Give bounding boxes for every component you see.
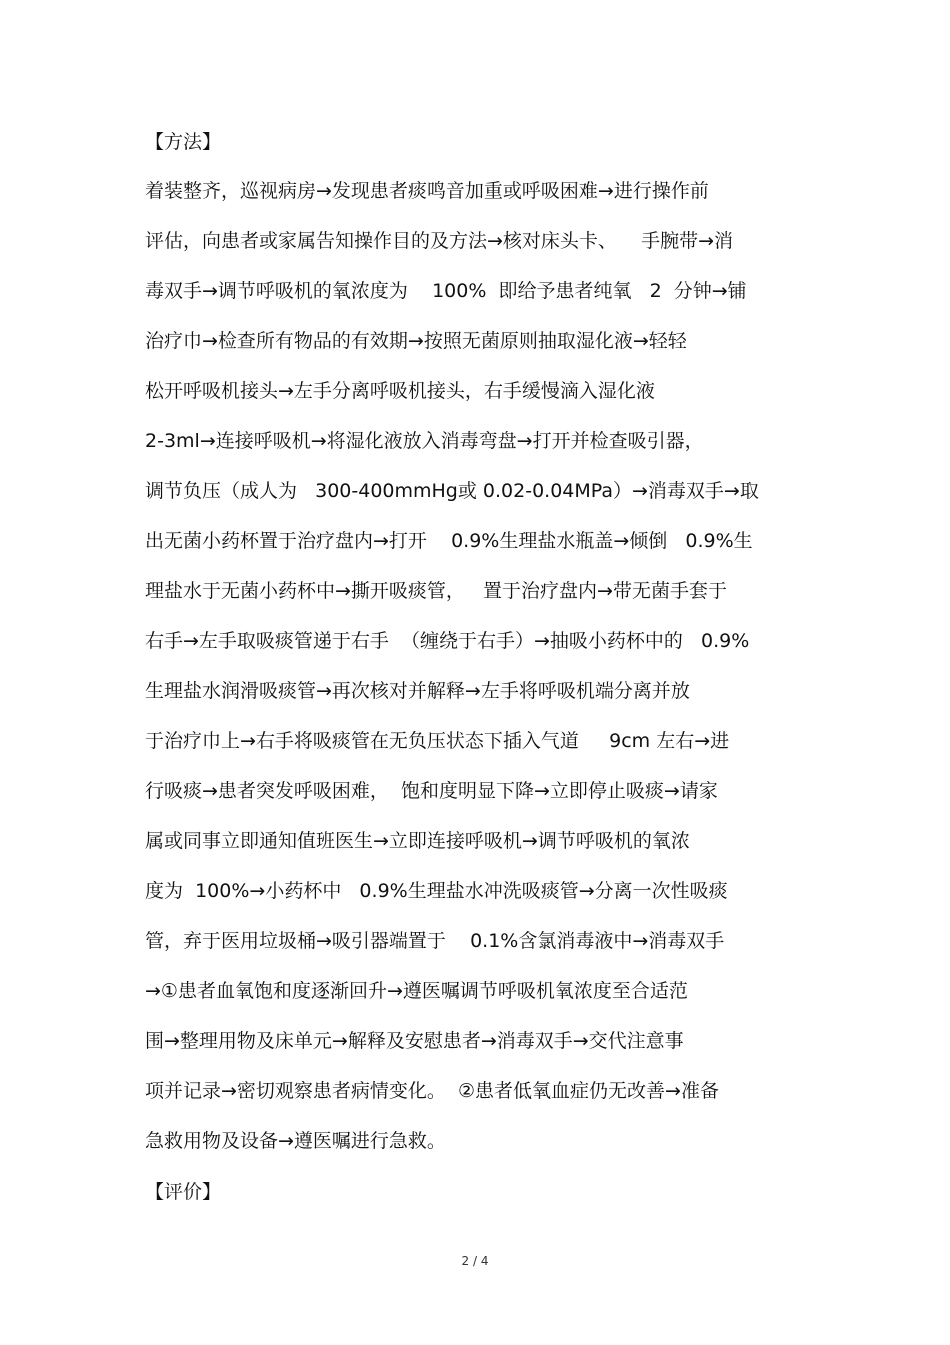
text-line: 度为 100%→小药杯中 0.9%生理盐水冲洗吸痰管→分离一次性吸痰 xyxy=(145,880,728,902)
text-line: 2-3ml→连接呼吸机→将湿化液放入消毒弯盘→打开并检查吸引器， xyxy=(145,430,704,452)
text-line: →①患者血氧饱和度逐渐回升→遵医嘱调节呼吸机氧浓度至合适范 xyxy=(145,980,688,1002)
text-line: 治疗巾→检查所有物品的有效期→按照无菌原则抽取湿化液→轻轻 xyxy=(145,330,687,352)
text-line: 围→整理用物及床单元→解释及安慰患者→消毒双手→交代注意事 xyxy=(145,1030,684,1052)
text-line: 出无菌小药杯置于治疗盘内→打开 0.9%生理盐水瓶盖→倾倒 0.9%生 xyxy=(145,530,753,552)
text-line: 生理盐水润滑吸痰管→再次核对并解释→左手将呼吸机端分离并放 xyxy=(145,680,690,702)
text-line: 属或同事立即通知值班医生→立即连接呼吸机→调节呼吸机的氧浓 xyxy=(145,830,690,852)
text-line: 调节负压（成人为 300-400mmHg或 0.02-0.04MPa）→消毒双手→取 xyxy=(145,480,759,502)
text-line: 项并记录→密切观察患者病情变化。 ②患者低氧血症仍无改善→准备 xyxy=(145,1080,719,1102)
text-line: 右手→左手取吸痰管递于右手 （缠绕于右手）→抽吸小药杯中的 0.9% xyxy=(145,630,750,652)
section-heading-evaluation: 【评价】 xyxy=(145,1181,222,1203)
text-line: 松开呼吸机接头→左手分离呼吸机接头，右手缓慢滴入湿化液 xyxy=(145,380,655,402)
section-heading-method: 【方法】 xyxy=(145,131,222,153)
text-line: 理盐水于无菌小药杯中→撕开吸痰管， 置于治疗盘内→带无菌手套于 xyxy=(145,580,727,602)
text-line: 急救用物及设备→遵医嘱进行急救。 xyxy=(145,1130,446,1152)
method-body-text xyxy=(145,179,835,1179)
text-line: 行吸痰→患者突发呼吸困难， 饱和度明显下降→立即停止吸痰→请家 xyxy=(145,780,718,802)
text-line: 毒双手→调节呼吸机的氧浓度为 100% 即给予患者纯氧 2 分钟→铺 xyxy=(145,280,747,302)
text-line: 着装整齐，巡视病房→发现患者痰鸣音加重或呼吸困难→进行操作前 xyxy=(145,180,709,202)
text-line: 于治疗巾上→右手将吸痰管在无负压状态下插入气道 9cm 左右→进 xyxy=(145,730,730,752)
page-number: 2 / 4 xyxy=(461,1254,489,1268)
text-line: 评估，向患者或家属告知操作目的及方法→核对床头卡、 手腕带→消 xyxy=(145,230,733,252)
text-line: 管，弃于医用垃圾桶→吸引器端置于 0.1%含氯消毒液中→消毒双手 xyxy=(145,930,725,952)
